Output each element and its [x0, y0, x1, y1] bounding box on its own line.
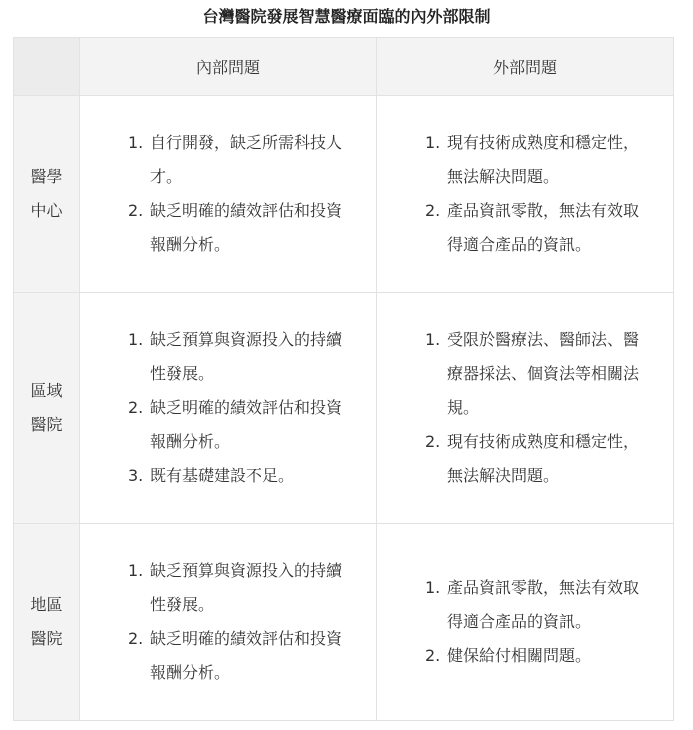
row-label-regional-hospital — [14, 293, 80, 524]
list-item — [377, 194, 673, 262]
list-item — [80, 459, 376, 493]
item-text: 產品資訊零散，無法有效取得適合產品的資訊。 — [447, 201, 640, 254]
issue-list — [377, 323, 673, 493]
list-item — [80, 323, 376, 391]
item-number: 1. — [425, 133, 441, 152]
header-corner-cell — [14, 38, 80, 96]
item-text: 缺乏預算與資源投入的持續性發展。 — [150, 561, 343, 614]
external-issues-cell — [377, 293, 674, 524]
item-text: 受限於醫療法、醫師法、醫療器採法、個資法等相關法規。 — [447, 330, 640, 417]
table-row — [14, 293, 674, 524]
internal-issues-cell — [80, 96, 377, 293]
limitations-table — [13, 37, 674, 721]
item-text: 現有技術成熟度和穩定性，無法解決問題。 — [447, 133, 640, 186]
item-number: 1. — [128, 133, 144, 152]
list-item — [377, 571, 673, 639]
item-number: 1. — [425, 578, 441, 597]
item-number: 2. — [128, 398, 144, 417]
item-number: 1. — [425, 330, 441, 349]
list-item — [377, 323, 673, 425]
row-label-line: 中心 — [30, 201, 63, 220]
document-title: 台灣醫院發展智慧醫療面臨的內外部限制 — [202, 7, 491, 26]
issue-list — [377, 571, 673, 673]
row-label-line: 醫院 — [30, 415, 63, 434]
table-header-row — [14, 38, 674, 96]
item-number: 2. — [128, 629, 144, 648]
list-item — [80, 126, 376, 194]
issue-list — [377, 126, 673, 262]
external-issues-cell — [377, 96, 674, 293]
issue-list — [80, 323, 376, 493]
list-item — [80, 622, 376, 690]
internal-issues-cell — [80, 293, 377, 524]
row-label-line: 區域 — [30, 381, 63, 400]
item-text: 缺乏明確的績效評估和投資報酬分析。 — [150, 629, 343, 682]
item-text: 產品資訊零散，無法有效取得適合產品的資訊。 — [447, 578, 640, 631]
item-number: 1. — [128, 330, 144, 349]
list-item — [80, 554, 376, 622]
list-item — [80, 194, 376, 262]
item-text: 缺乏明確的績效評估和投資報酬分析。 — [150, 398, 343, 451]
item-text: 既有基礎建設不足。 — [150, 466, 295, 485]
item-text: 缺乏明確的績效評估和投資報酬分析。 — [150, 201, 343, 254]
item-text: 現有技術成熟度和穩定性，無法解決問題。 — [447, 432, 640, 485]
table-row — [14, 96, 674, 293]
item-number: 1. — [128, 561, 144, 580]
row-label-line: 地區 — [30, 595, 63, 614]
row-label-medical-center — [14, 96, 80, 293]
list-item — [377, 126, 673, 194]
list-item — [377, 425, 673, 493]
row-label-district-hospital — [14, 524, 80, 721]
item-number: 2. — [128, 201, 144, 220]
external-issues-cell — [377, 524, 674, 721]
item-text: 缺乏預算與資源投入的持續性發展。 — [150, 330, 343, 383]
internal-issues-cell — [80, 524, 377, 721]
table-row — [14, 524, 674, 721]
issue-list — [80, 554, 376, 690]
list-item — [377, 639, 673, 673]
item-number: 2. — [425, 201, 441, 220]
item-number: 2. — [425, 432, 441, 451]
item-number: 3. — [128, 466, 144, 485]
list-item — [80, 391, 376, 459]
issue-list — [80, 126, 376, 262]
column-header-external: 外部問題 — [377, 38, 674, 96]
row-label-line: 醫院 — [30, 629, 63, 648]
column-header-internal: 內部問題 — [80, 38, 377, 96]
item-text: 自行開發，缺乏所需科技人才。 — [150, 133, 343, 186]
item-text: 健保給付相關問題。 — [447, 646, 592, 665]
row-label-line: 醫學 — [30, 167, 63, 186]
item-number: 2. — [425, 646, 441, 665]
